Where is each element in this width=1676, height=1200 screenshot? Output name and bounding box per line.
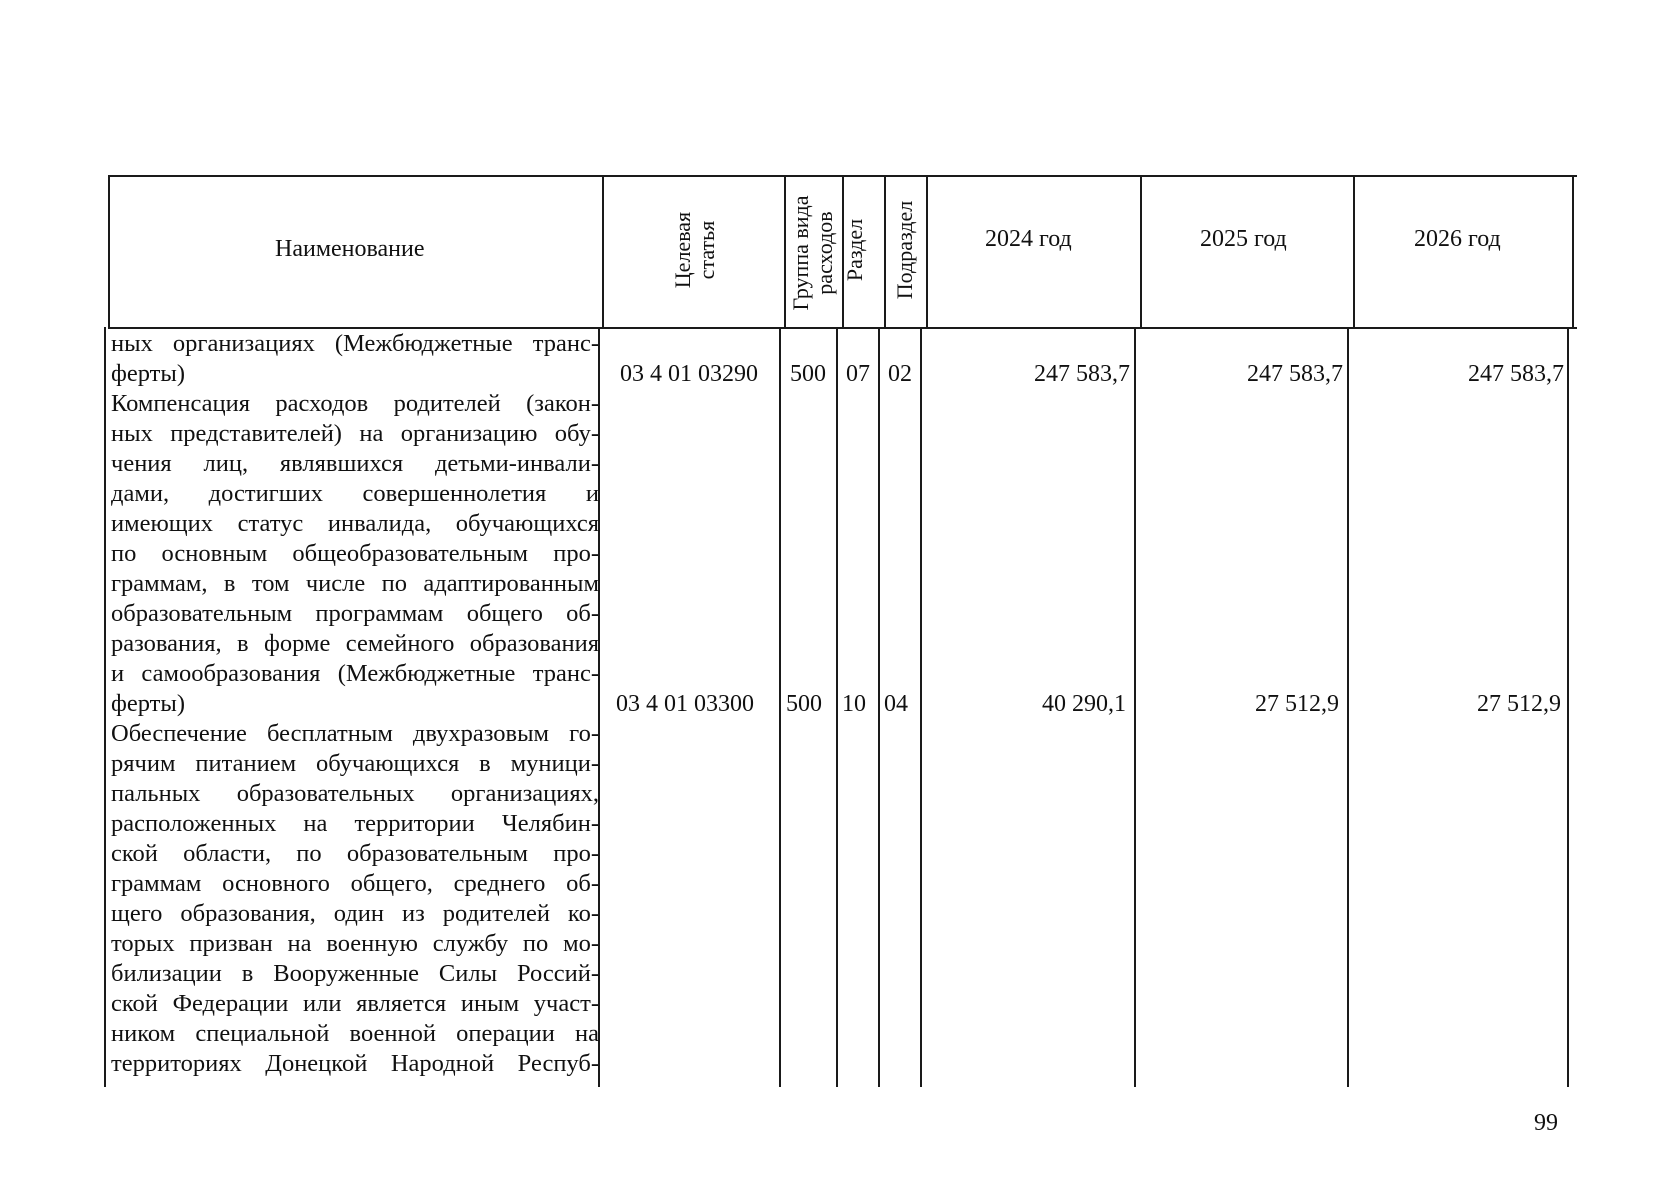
name-line: ных представителей) на организацию обу- <box>111 420 599 447</box>
body-col-line-8 <box>1567 327 1569 1087</box>
name-line: пальных образовательных организациях, <box>111 780 599 807</box>
name-line: имеющих статус инвалида, обучающихся <box>111 510 599 537</box>
header-col-line-4 <box>884 175 886 329</box>
body-col-line-6 <box>1134 327 1136 1087</box>
header-col-line-0 <box>108 175 110 329</box>
header-col-line-7 <box>1353 175 1355 329</box>
row1-subsection: 02 <box>888 361 912 387</box>
name-line: рячим питанием обучающихся в муници- <box>111 750 599 777</box>
name-line: территориях Донецкой Народной Респуб- <box>111 1050 599 1077</box>
page-number: 99 <box>1534 1110 1558 1136</box>
row2-year-2025: 27 512,9 <box>1255 691 1339 717</box>
body-col-line-0 <box>104 327 106 1087</box>
name-line: и самообразования (Межбюджетные транс- <box>111 660 599 687</box>
row2-target-article: 03 4 01 03300 <box>616 691 754 717</box>
row1-year-2025: 247 583,7 <box>1247 361 1343 387</box>
header-year-2024: 2024 год <box>985 226 1072 252</box>
name-line: щего образования, один из родителей ко- <box>111 900 599 927</box>
row2-section: 10 <box>842 691 866 717</box>
name-line: чения лиц, являвшихся детьми-инвали- <box>111 450 599 477</box>
name-line: ской области, по образовательным про- <box>111 840 599 867</box>
name-line: разования, в форме семейного образования <box>111 630 599 657</box>
row1-year-2024: 247 583,7 <box>1034 361 1130 387</box>
name-line: ской Федерации или является иным участ- <box>111 990 599 1017</box>
body-col-line-4 <box>878 327 880 1087</box>
header-col-line-6 <box>1140 175 1142 329</box>
name-line: билизации в Вооруженные Силы Россий- <box>111 960 599 987</box>
header-col-line-5 <box>926 175 928 329</box>
name-line: по основным общеобразовательным про- <box>111 540 599 567</box>
body-col-line-7 <box>1347 327 1349 1087</box>
header-target-article: Целевая статья <box>670 211 719 289</box>
row2-year-2026: 27 512,9 <box>1477 691 1561 717</box>
header-year-2025: 2025 год <box>1200 226 1287 252</box>
row2-subsection: 04 <box>884 691 908 717</box>
name-line: дами, достигших совершеннолетия и <box>111 480 599 507</box>
name-line: ником специальной военной операции на <box>111 1020 599 1047</box>
header-section: Раздел <box>842 218 867 282</box>
row1-section: 07 <box>846 361 870 387</box>
name-line: образовательным программам общего об- <box>111 600 599 627</box>
row1-expense-group: 500 <box>790 361 826 387</box>
row2-year-2024: 40 290,1 <box>1042 691 1126 717</box>
header-col-line-1 <box>602 175 604 329</box>
header-expense-group: Группа вида расходов <box>788 195 837 311</box>
name-line: расположенных на территории Челябин- <box>111 810 599 837</box>
header-col-line-8 <box>1572 175 1574 329</box>
name-line: торых призван на военную службу по мо- <box>111 930 599 957</box>
row1-target-article: 03 4 01 03290 <box>620 361 758 387</box>
name-line: ферты) <box>111 690 186 717</box>
row2-expense-group: 500 <box>786 691 822 717</box>
name-line: граммам основного общего, среднего об- <box>111 870 599 897</box>
name-line: ных организациях (Межбюджетные транс- <box>111 330 599 357</box>
name-line: граммам, в том числе по адаптированным <box>111 570 599 597</box>
row1-year-2026: 247 583,7 <box>1468 361 1564 387</box>
name-line: ферты) <box>111 360 186 387</box>
name-line: Обеспечение бесплатным двухразовым го- <box>111 720 599 747</box>
header-name: Наименование <box>275 236 425 262</box>
header-col-line-2 <box>784 175 786 329</box>
name-line: Компенсация расходов родителей (закон- <box>111 390 599 417</box>
body-col-line-3 <box>836 327 838 1087</box>
header-year-2026: 2026 год <box>1414 226 1501 252</box>
header-subsection: Подраздел <box>892 200 917 300</box>
body-col-line-5 <box>920 327 922 1087</box>
body-col-line-2 <box>779 327 781 1087</box>
